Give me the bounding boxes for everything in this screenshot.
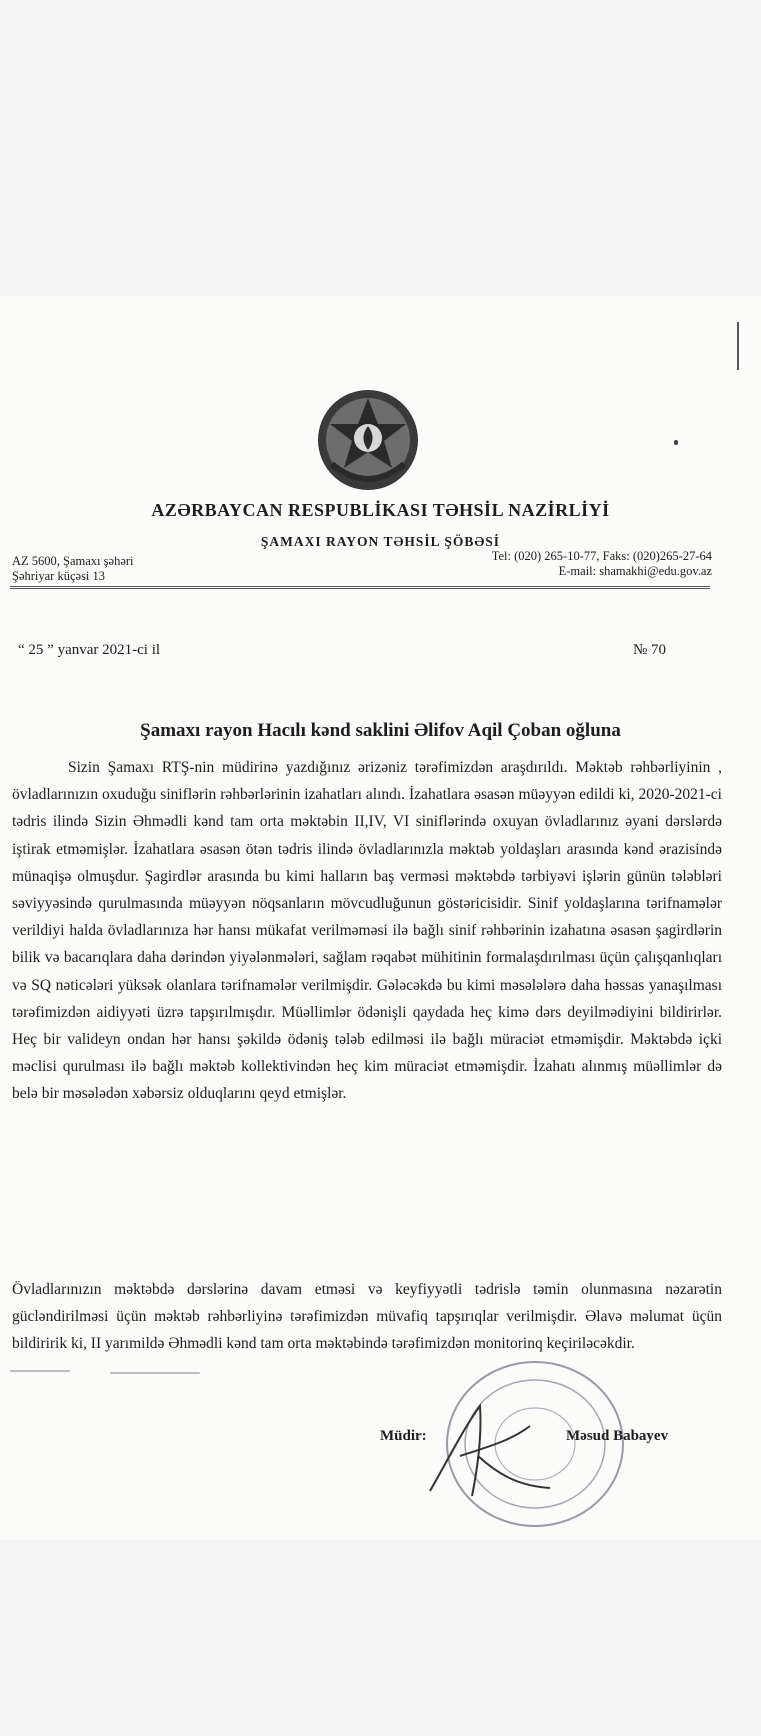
- screenshot-top-background: [0, 0, 761, 296]
- letter-page: [0, 296, 761, 1540]
- ministry-title: AZƏRBAYCAN RESPUBLİKASI TƏHSİL NAZİRLİYİ: [151, 500, 610, 520]
- handwritten-signature-icon: [420, 1396, 560, 1506]
- scan-edge-mark: [737, 322, 739, 370]
- address-block: [12, 554, 134, 584]
- body-paragraph-1: Sizin Şamaxı RTŞ-nin müdirinə yazdığınız ərizəniz tərəfimizdən araşdırıldı. Məktəb rəhbərliyinin , övladlarınızın oxuduğu siniflərin rəhbərlərinin izahatları alındı. İzahatlara əsasən müəyyən edildi ki, 2020-2021-ci tədris ilində Sizin Əhmədli kənd tam orta məktəbin II,IV, VI siniflərində oxuyan övladlarınız əyani dərslərdə iştirak etməmişlər. İzahatlara əsasən ötən tədris ilində övladlarınızla məktəb yoldaşları arasında kənd ərazisində münaqişə olmuşdur. Şagirdlər arasında bu kimi halların baş verməsi məktəbdə tərbiyəvi işlərin günün tələbləri səviyyəsində qurulmasında müəyyən nöqsanların mövcudluğunun göstəricisidir. Sinif yoldaşlarına tərifnamələr verildiyi halda övladlarınıza hər hansı mükafat verilməməsi ilə bağlı sinif rəhbərinin izahatına əsasən şagirdlərin bilik və bacarıqlara daha dərindən yiyələnmələri, sağlam rəqabət mühitinin formalaşdırılması üçün çalışqanlıqları və SQ nəticələri yüksək olanlara tərifnamələr verilmişdir. Gələcəkdə bu kimi məsələlərə daha həssas yanaşılması tərəfimizdən aidiyyəti üzrə tapşırılmışdır. Müəllimlər ödənişli qaydada heç kimə dərs deyilmədiyini bildirirlər. Heç bir valideyn ondan hər hansı şəkildə ödəniş tələb edilməsi ilə bağlı müraciət etməmişdir. Məktəbdə içki məclisi qurulması ilə bağlı məktəb kollektivindən heç kim müraciət etməmişdir. İzahatı alınmış müəllimlər də belə bir məsələdən xəbərsiz olduqlarını qeyd etmişlər.: [12, 759, 722, 1103]
- scan-smudge: [110, 1372, 200, 1374]
- address-line-1: AZ 5600, Şamaxı şəhəri: [12, 554, 134, 568]
- header-divider-second: [10, 588, 710, 589]
- letter-number: № 70: [633, 642, 667, 658]
- signature-label: Müdir:: [380, 1428, 427, 1444]
- scan-dot-mark: [674, 440, 678, 445]
- scan-smudge: [10, 1370, 70, 1372]
- phone-fax: Tel: (020) 265-10-77, Faks: (020)265-27-64: [491, 549, 712, 563]
- email: E-mail: shamakhi@edu.gov.az: [558, 564, 712, 578]
- letter-date: “ 25 ” yanvar 2021-ci il: [18, 642, 161, 658]
- address-line-2: Şəhriyar küçəsi 13: [12, 569, 106, 583]
- signatory-name: Məsud Babayev: [566, 1428, 669, 1444]
- department-title: ŞAMAXI RAYON TƏHSİL ŞÖBƏSİ: [260, 534, 501, 549]
- body-paragraph-2: Övladlarınızın məktəbdə dərslərinə davam etməsi və keyfiyyətli tədrislə təmin olunmasına nəzarətin gücləndirilməsi üçün məktəb rəhbərliyinə tərəfimizdən müvafiq tapşırıqlar verilmişdir. Əlavə məlumat üçün bildiririk ki, II yarımildə Əhmədli kənd tam orta məktəbində tərəfimizdən monitorinq keçiriləcəkdir.: [12, 1281, 722, 1353]
- contact-block: [418, 549, 712, 579]
- screenshot-bottom-background: [0, 1540, 761, 1736]
- header-divider: [10, 586, 710, 587]
- addressee-heading: Şamaxı rayon Hacılı kənd saklini Əlifov Aqil Çoban oğluna: [140, 720, 621, 741]
- state-emblem-icon: [312, 384, 424, 496]
